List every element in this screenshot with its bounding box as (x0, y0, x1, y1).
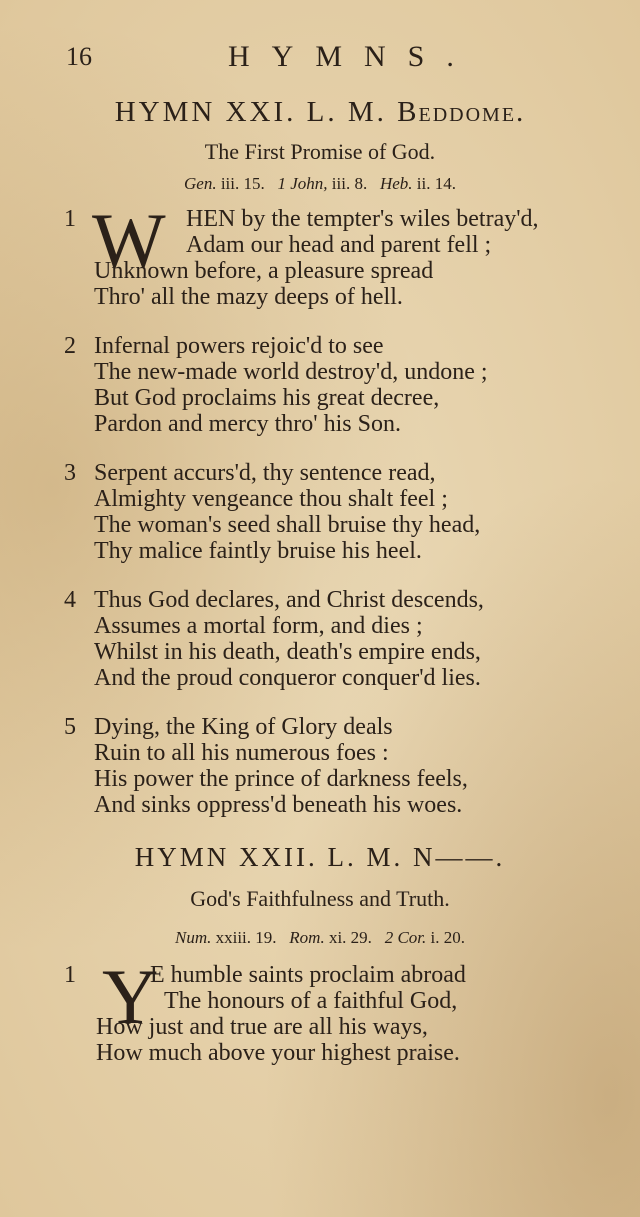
running-head: HYMNS. (228, 40, 476, 73)
verse-line: The honours of a faithful God, (164, 988, 458, 1014)
ref-book: Rom. (289, 928, 325, 947)
ref-verse: ii. 14. (416, 174, 456, 193)
verse-line: Infernal powers rejoic'd to see (94, 333, 384, 359)
verse-line: Dying, the King of Glory deals (94, 714, 393, 740)
verse-line: Assumes a mortal form, and dies ; (94, 613, 423, 639)
hymn-composer: Beddome. (397, 96, 526, 128)
stanza-number: 5 (64, 714, 76, 740)
scripture-references (0, 174, 640, 194)
hymn-heading (0, 96, 640, 129)
hymn-title: HYMN XXI. L. M. (114, 96, 387, 128)
verse-line: E humble saints proclaim abroad (150, 962, 466, 988)
ref-verse: i. 20. (430, 928, 465, 947)
ref-verse: xi. 29. (328, 928, 372, 947)
ref-book: Gen. (184, 174, 217, 193)
hymn-heading (0, 842, 640, 873)
verse-line: And sinks oppress'd beneath his woes. (94, 792, 463, 818)
verse-line: But God proclaims his great decree, (94, 385, 440, 411)
verse-line: Thro' all the mazy deeps of hell. (94, 284, 403, 310)
verse-line: Almighty vengeance thou shalt feel ; (94, 486, 448, 512)
verse-line: His power the prince of darkness feels, (94, 766, 468, 792)
hymn-title: HYMN XXII. L. M. (134, 842, 404, 872)
verse-line: Ruin to all his numerous foes : (94, 740, 389, 766)
stanza-number: 1 (64, 962, 76, 988)
verse-line: Pardon and mercy thro' his Son. (94, 411, 401, 437)
verse-line: HEN by the tempter's wiles betray'd, (186, 206, 539, 232)
ref-book: Num. (174, 928, 212, 947)
stanza-number: 2 (64, 333, 76, 359)
verse-line: How much above your highest praise. (96, 1040, 460, 1066)
ref-book: 1 John, (277, 174, 328, 193)
hymn-subtitle: God's Faithfulness and Truth. (190, 886, 450, 911)
verse-line: Adam our head and parent fell ; (186, 232, 492, 258)
verse-line: The woman's seed shall bruise thy head, (94, 512, 481, 538)
verse-line: The new-made world destroy'd, undone ; (94, 359, 488, 385)
ref-verse: iii. 8. (331, 174, 368, 193)
verse-line: How just and true are all his ways, (96, 1014, 428, 1040)
verse-line: Whilst in his death, death's empire ends, (94, 639, 481, 665)
ref-book: Heb. (379, 174, 413, 193)
hymn-subtitle: The First Promise of God. (204, 139, 436, 164)
drop-cap: W (92, 197, 166, 284)
scripture-references (0, 928, 640, 948)
verse-line: Thy malice faintly bruise his heel. (94, 538, 422, 564)
drop-cap: Y (102, 953, 159, 1040)
verse-line: Serpent accurs'd, thy sentence read, (94, 460, 436, 486)
verse-line: Unknown before, a pleasure spread (94, 258, 434, 284)
verse-line: Thus God declares, and Christ descends, (94, 587, 484, 613)
stanza-number: 4 (64, 587, 76, 613)
stanza-number: 3 (64, 460, 76, 486)
page-header (0, 38, 640, 78)
ref-verse: xxiii. 19. (215, 928, 277, 947)
stanza-number: 1 (64, 206, 76, 232)
page-number: 16 (66, 42, 92, 71)
hymn-composer: N——. (412, 842, 506, 872)
ref-verse: iii. 15. (220, 174, 265, 193)
verse-line: And the proud conqueror conquer'd lies. (94, 665, 481, 691)
ref-book: 2 Cor. (384, 928, 427, 947)
